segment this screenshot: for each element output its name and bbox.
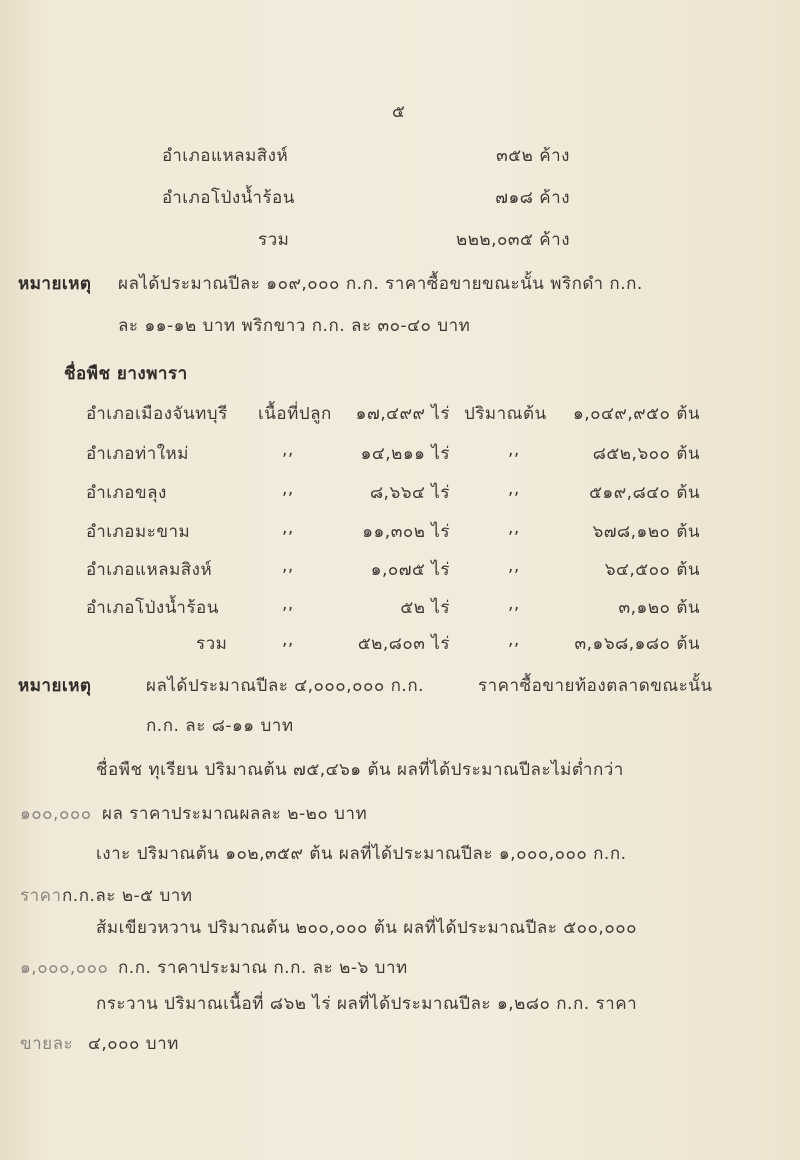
rubber-area: ๑๑,๓๐๒ ไร่ — [362, 522, 450, 542]
total-value: ๒๒๒,๐๓๕ ค้าง — [455, 230, 570, 250]
total-label: รวม — [258, 230, 290, 250]
ditto-mark: ,, — [282, 518, 294, 538]
district-value: ๗๑๘ ค้าง — [495, 188, 570, 208]
rubber-trees: ๑,๐๔๙,๙๕๐ ต้น — [572, 404, 700, 424]
cardamom-faded-text: ขายละ — [20, 1034, 74, 1054]
rubber-trees: ๖๗๘,๑๒๐ ต้น — [592, 522, 700, 542]
ditto-mark: ,, — [282, 594, 294, 614]
district-name: อำเภอโป่งน้ำร้อน — [162, 188, 295, 208]
ditto-mark: ,, — [508, 630, 520, 650]
rubber-area: ๘,๖๖๔ ไร่ — [369, 483, 450, 503]
tree-count-label: ปริมาณต้น — [464, 404, 547, 424]
rubber-total-area: ๕๒,๘๐๓ ไร่ — [357, 634, 450, 654]
durian-line: ชื่อพืช ทุเรียน ปริมาณต้น ๗๕,๔๖๑ ต้น ผลที่ได้ประมาณปีละไม่ต่ำกว่า — [96, 760, 624, 780]
note-text: ผลได้ประมาณปีละ ๑๐๙,๐๐๐ ก.ก. ราคาซื้อขายขณะนั้น พริกดำ ก.ก. — [118, 274, 643, 294]
rubber-total-trees: ๓,๑๖๘,๑๘๐ ต้น — [574, 634, 700, 654]
rubber-trees: ๘๕๒,๖๐๐ ต้น — [592, 444, 700, 464]
rubber-district-name: อำเภอแหลมสิงห์ — [86, 560, 213, 580]
ditto-mark: ,, — [282, 630, 294, 650]
rubber-area: ๑๗,๔๙๙ ไร่ — [355, 404, 450, 424]
ditto-mark: ,, — [508, 440, 520, 460]
rubber-trees: ๕๑๙,๘๔๐ ต้น — [589, 483, 700, 503]
rambutan-line: ก.ก.ละ ๒-๕ บาท — [62, 886, 193, 906]
rubber-area: ๑,๐๗๕ ไร่ — [370, 560, 450, 580]
ditto-mark: ,, — [508, 518, 520, 538]
rubber-trees: ๖๔,๕๐๐ ต้น — [604, 560, 700, 580]
note-text: ราคาซื้อขายท้องตลาดขณะนั้น — [478, 676, 713, 696]
note-text: ละ ๑๑-๑๒ บาท พริกขาว ก.ก. ละ ๓๐-๔๐ บาท — [118, 316, 471, 336]
note-label: หมายเหตุ — [18, 676, 92, 696]
note-text: ก.ก. ละ ๘-๑๑ บาท — [146, 716, 294, 736]
district-value: ๓๕๒ ค้าง — [496, 146, 570, 166]
durian-faded-text: ๑๐๐,๐๐๐ — [20, 804, 92, 824]
rubber-district-name: อำเภอขลุง — [86, 483, 167, 503]
cardamom-line: กระวาน ปริมาณเนื้อที่ ๘๖๒ ไร่ ผลที่ได้ประมาณปีละ ๑,๒๘๐ ก.ก. ราคา — [96, 994, 638, 1014]
note-text: ผลได้ประมาณปีละ ๔,๐๐๐,๐๐๐ ก.ก. — [146, 676, 425, 696]
ditto-mark: ,, — [508, 479, 520, 499]
ditto-mark: ,, — [282, 479, 294, 499]
rubber-area: ๑๔,๒๑๑ ไร่ — [360, 444, 450, 464]
rubber-district-name: อำเภอเมืองจันทบุรี — [86, 404, 228, 424]
rambutan-faded-text: ราคา — [20, 886, 62, 906]
ditto-mark: ,, — [282, 556, 294, 576]
crop-heading: ชื่อพืช ยางพารา — [64, 364, 188, 384]
note-label: หมายเหตุ — [18, 274, 92, 294]
total-label: รวม — [196, 634, 228, 654]
rubber-area: ๕๒ ไร่ — [400, 598, 450, 618]
ditto-mark: ,, — [508, 594, 520, 614]
rubber-trees: ๓,๑๒๐ ต้น — [618, 598, 700, 618]
ditto-mark: ,, — [282, 440, 294, 460]
area-label: เนื้อที่ปลูก — [258, 404, 332, 424]
orange-line: ส้มเขียวหวาน ปริมาณต้น ๒๐๐,๐๐๐ ต้น ผลที่ได้ประมาณปีละ ๕๐๐,๐๐๐ — [96, 918, 637, 938]
cardamom-line: ๔,๐๐๐ บาท — [88, 1034, 179, 1054]
district-name: อำเภอแหลมสิงห์ — [162, 146, 289, 166]
rambutan-line: เงาะ ปริมาณต้น ๑๐๒,๓๕๙ ต้น ผลที่ได้ประมาณปีละ ๑,๐๐๐,๐๐๐ ก.ก. — [96, 844, 627, 864]
page-number: ๕ — [392, 102, 406, 122]
rubber-district-name: อำเภอท่าใหม่ — [86, 444, 189, 464]
rubber-district-name: อำเภอโป่งน้ำร้อน — [86, 598, 219, 618]
durian-line: ผล ราคาประมาณผลละ ๒-๒๐ บาท — [102, 804, 368, 824]
ditto-mark: ,, — [508, 556, 520, 576]
rubber-district-name: อำเภอมะขาม — [86, 522, 191, 542]
orange-faded-text: ๑,๐๐๐,๐๐๐ — [20, 958, 109, 978]
orange-line: ก.ก. ราคาประมาณ ก.ก. ละ ๒-๖ บาท — [118, 958, 408, 978]
